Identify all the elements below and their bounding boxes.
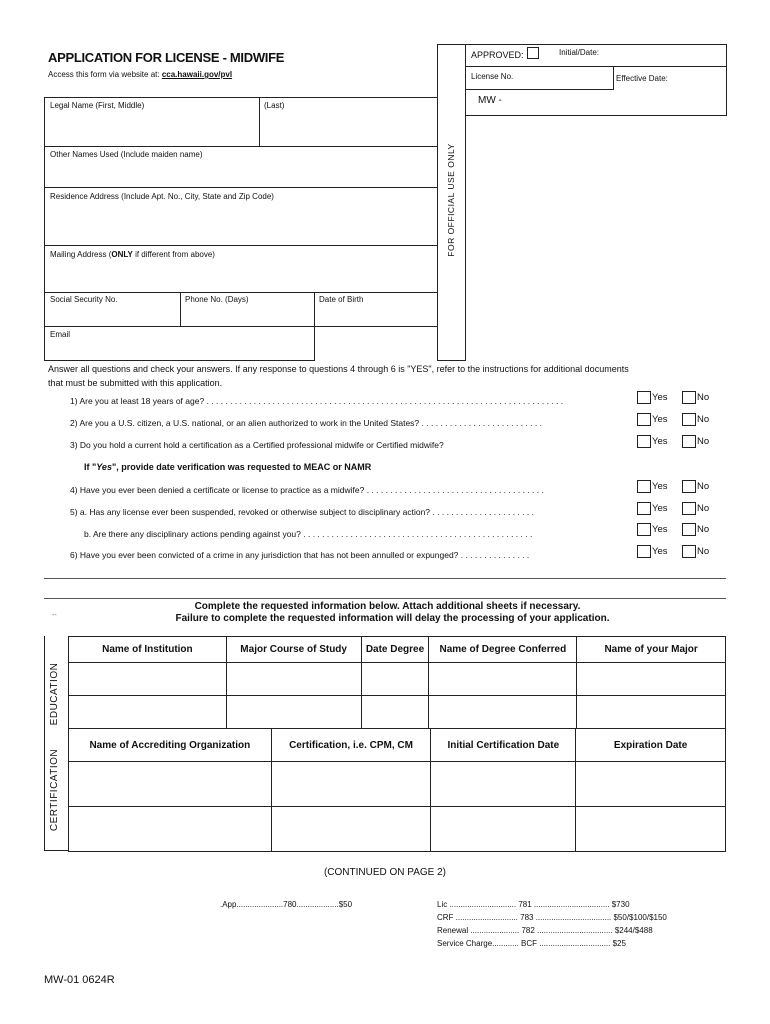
- complete-line1: Complete the requested information below. Attach additional sheets if necessary.: [194, 601, 581, 612]
- q5b-no-label: No: [697, 524, 710, 535]
- question-4: 4) Have you ever been denied a certificate or license to practice as a midwife? . . . . . . . . . . . . . . . . . . . . . . . . . . . . . . . . . . . . . .: [70, 485, 544, 495]
- edu-cell[interactable]: [361, 663, 429, 696]
- fee-renewal: Renewal ...................... 782 .................................. $244/$488: [437, 926, 653, 935]
- edu-cell[interactable]: [429, 696, 577, 729]
- ssn-label: Social Security No.: [50, 295, 118, 304]
- dash-mark: --: [52, 612, 57, 619]
- cert-cell[interactable]: [271, 807, 431, 852]
- question-6: 6) Have you ever been convicted of a crime in any jurisdiction that has not been annulled or expunged? . . . . . . . . . . . . . . .: [70, 550, 530, 560]
- q5b-no-checkbox[interactable]: [682, 523, 696, 536]
- q3-yes-checkbox[interactable]: [637, 435, 651, 448]
- q6-yes-checkbox[interactable]: [637, 545, 651, 558]
- legal-name-label: Legal Name (First, Middle): [50, 101, 145, 110]
- phone-label: Phone No. (Days): [185, 295, 249, 304]
- question-3-note: If "Yes", provide date verification was requested to MEAC or NAMR: [84, 462, 372, 472]
- edu-cell[interactable]: [577, 663, 726, 696]
- q1-yes-label: Yes: [652, 392, 668, 403]
- fee-crf: CRF ............................ 783 .................................. $50/$100/$150: [437, 913, 667, 922]
- official-use-vertical-label: FOR OFFICIAL USE ONLY: [446, 143, 456, 257]
- cert-header-initial-date: Initial Certification Date: [431, 729, 576, 762]
- edu-cell[interactable]: [69, 696, 227, 729]
- complete-line2: Failure to complete the requested information will delay the processing of your application.: [175, 613, 610, 624]
- cert-cell[interactable]: [576, 807, 726, 852]
- q2-no-checkbox[interactable]: [682, 413, 696, 426]
- q4-yes-checkbox[interactable]: [637, 480, 651, 493]
- cert-cell[interactable]: [69, 807, 272, 852]
- q3-yes-label: Yes: [652, 436, 668, 447]
- edu-header-major-course: Major Course of Study: [226, 637, 361, 663]
- question-5b: b. Are there any disciplinary actions pending against you? . . . . . . . . . . . . . . . . . . . . . . . . . . . . . . . . . . . . . . . . . . . . . . . . .: [84, 529, 533, 539]
- website-link[interactable]: cca.hawaii.gov/pvl: [161, 70, 233, 79]
- last-name-label: (Last): [264, 101, 285, 110]
- effective-date-label: Effective Date:: [616, 74, 668, 83]
- edu-cell[interactable]: [226, 663, 361, 696]
- mailing-address-label: Mailing Address (ONLY if different from above): [50, 250, 215, 259]
- q1-no-label: No: [697, 392, 710, 403]
- edu-header-date-degree: Date Degree: [361, 637, 429, 663]
- question-3: 3) Do you hold a current hold a certification as a Certified professional midwife or Certified midwife?: [70, 440, 444, 450]
- q4-no-label: No: [697, 481, 710, 492]
- q5a-no-checkbox[interactable]: [682, 502, 696, 515]
- q1-no-checkbox[interactable]: [682, 391, 696, 404]
- cert-cell[interactable]: [431, 807, 576, 852]
- residence-address-label: Residence Address (Include Apt. No., City, State and Zip Code): [50, 192, 274, 201]
- q5a-no-label: No: [697, 503, 710, 514]
- initial-date-label: Initial/Date:: [559, 48, 600, 57]
- cert-cell[interactable]: [576, 762, 726, 807]
- edu-cell[interactable]: [361, 696, 429, 729]
- edu-header-major: Name of your Major: [577, 637, 726, 663]
- q4-yes-label: Yes: [652, 481, 668, 492]
- cert-header-organization: Name of Accrediting Organization: [69, 729, 272, 762]
- q5b-yes-checkbox[interactable]: [637, 523, 651, 536]
- edu-cell[interactable]: [429, 663, 577, 696]
- continued-note: (CONTINUED ON PAGE 2): [323, 867, 447, 878]
- q2-no-label: No: [697, 414, 710, 425]
- q1-yes-checkbox[interactable]: [637, 391, 651, 404]
- cert-header-expiration: Expiration Date: [576, 729, 726, 762]
- fee-service: Service Charge............ BCF ................................ $25: [437, 939, 626, 948]
- license-prefix: MW -: [478, 95, 502, 106]
- q3-no-label: No: [697, 436, 710, 447]
- edu-header-institution: Name of Institution: [69, 637, 227, 663]
- q2-yes-checkbox[interactable]: [637, 413, 651, 426]
- dob-label: Date of Birth: [319, 295, 364, 304]
- cert-cell[interactable]: [271, 762, 431, 807]
- fee-app: .App.....................780...................$50: [220, 900, 353, 909]
- q5a-yes-checkbox[interactable]: [637, 502, 651, 515]
- other-names-label: Other Names Used (Include maiden name): [50, 150, 203, 159]
- q6-no-checkbox[interactable]: [682, 545, 696, 558]
- certification-vertical-label: CERTIFICATION: [49, 748, 60, 832]
- email-label: Email: [50, 330, 71, 339]
- education-table: [68, 636, 726, 729]
- approved-label: APPROVED:: [471, 50, 524, 60]
- cert-header-certification: Certification, i.e. CPM, CM: [271, 729, 431, 762]
- approved-checkbox[interactable]: [527, 47, 539, 59]
- q6-no-label: No: [697, 546, 710, 557]
- certification-table: [68, 728, 726, 852]
- fee-lic: Lic .............................. 781 .................................. $730: [437, 900, 630, 909]
- q3-no-checkbox[interactable]: [682, 435, 696, 448]
- q4-no-checkbox[interactable]: [682, 480, 696, 493]
- access-note: [48, 70, 232, 79]
- q6-yes-label: Yes: [652, 546, 668, 557]
- form-title: APPLICATION FOR LICENSE - MIDWIFE: [48, 50, 285, 65]
- edu-header-degree-conferred: Name of Degree Conferred: [429, 637, 577, 663]
- instructions-line1: Answer all questions and check your answers. If any response to questions 4 through 6 is "YES", refer to the instructions for additional documents: [48, 364, 629, 374]
- instructions-line2: that must be submitted with this application.: [48, 378, 223, 388]
- cert-cell[interactable]: [69, 762, 272, 807]
- license-no-label: License No.: [471, 72, 514, 81]
- question-1: 1) Are you at least 18 years of age? . . . . . . . . . . . . . . . . . . . . . . . . . . . . . . . . . . . . . . . . . . . . . . . . . . . . . . . . . . . . . . . . . . . . . . . . . . . .: [70, 396, 564, 406]
- form-number: MW-01 0624R: [44, 974, 115, 986]
- question-5a: 5) a. Has any license ever been suspended, revoked or otherwise subject to disciplinary action? . . . . . . . . . . . . . . . . . . . . . .: [70, 507, 534, 517]
- edu-cell[interactable]: [226, 696, 361, 729]
- edu-cell[interactable]: [577, 696, 726, 729]
- education-vertical-label: EDUCATION: [49, 662, 60, 726]
- question-2: 2) Are you a U.S. citizen, a U.S. national, or an alien authorized to work in the United States? . . . . . . . . . . . . . . . . . . . . . . . . . .: [70, 418, 542, 428]
- edu-cell[interactable]: [69, 663, 227, 696]
- cert-cell[interactable]: [431, 762, 576, 807]
- q5b-yes-label: Yes: [652, 524, 668, 535]
- access-prefix: Access this form via website at:: [48, 70, 160, 79]
- q2-yes-label: Yes: [652, 414, 668, 425]
- q5a-yes-label: Yes: [652, 503, 668, 514]
